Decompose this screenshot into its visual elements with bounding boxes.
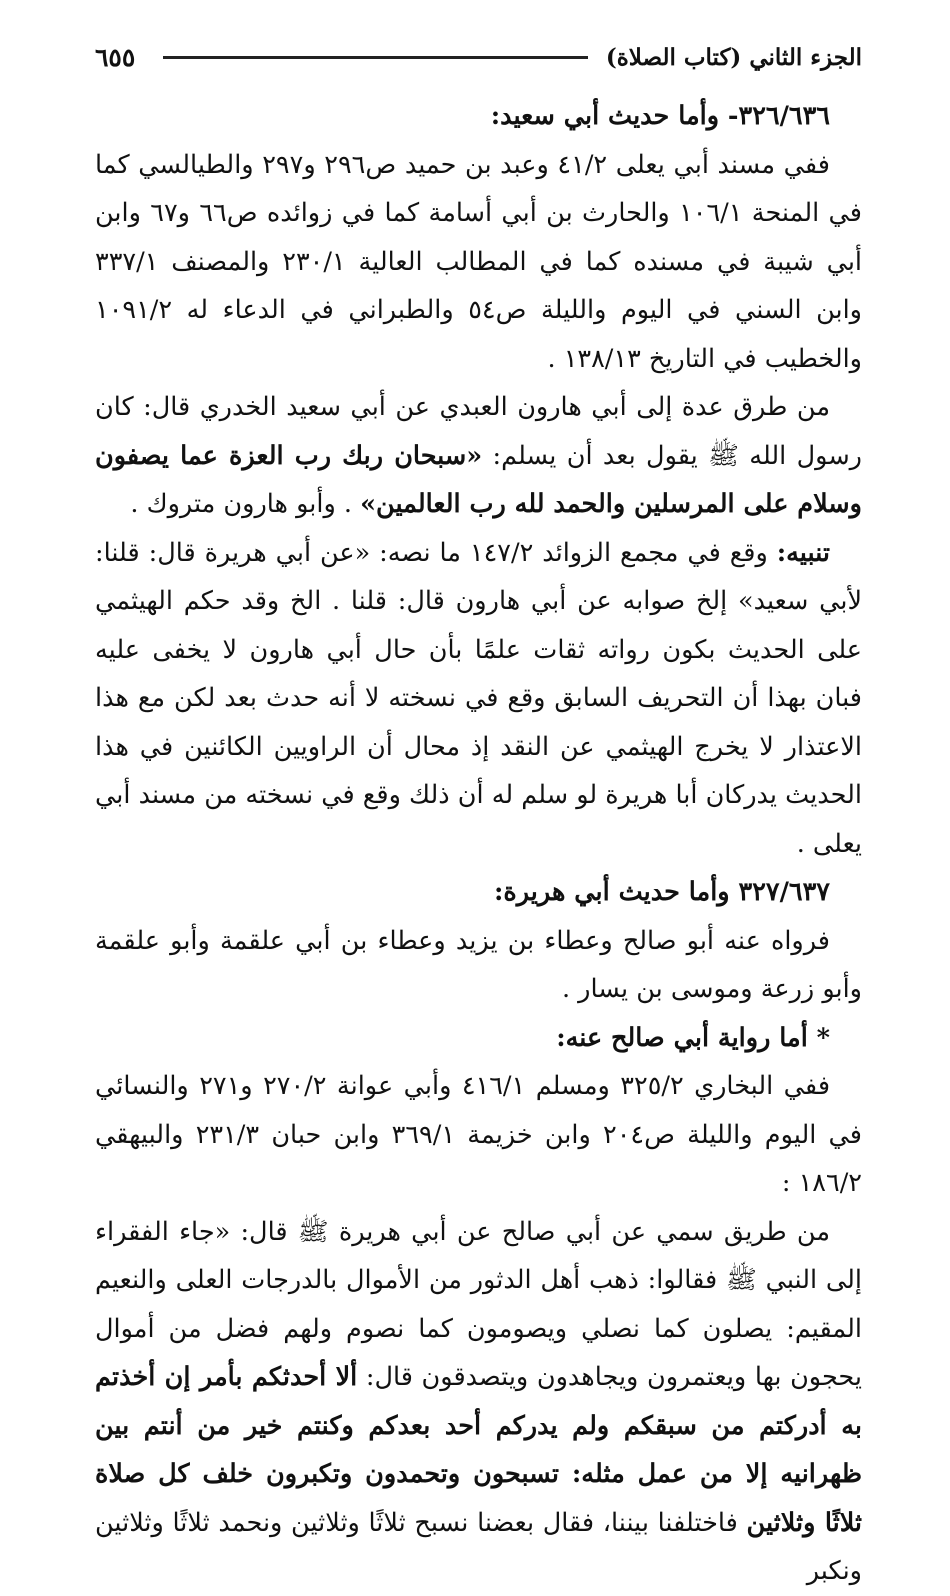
- note-text: وقع في مجمع الزوائد ١٤٧/٢ ما نصه: «عن أبي هريرة قال: قلنا: لأبي سعيد» إلخ صوابه عن أبي هارون قال: قلنا . الخ وقد حكم الهيثمي على الحديث بكون رواته ثقات علمًا بأن حال أبي هارون لا يخفى عليه فبان بهذا أن التحريف السابق وقع في نسخته لا أنه حدث بعد لكن مع هذا الاعتذار لا يخرج الهيثمي عن النقد إذ محال أن الراويين الكائنين في هذا الحديث يدركان أبا هريرة لو سلم له أن ذلك وقع في نسخته من مسند أبي يعلى .: [95, 537, 862, 859]
- hadith-grading-text: . وأبو هارون متروك .: [130, 489, 361, 519]
- subheading-abi-salih: * أما رواية أبي صالح عنه:: [556, 1022, 830, 1053]
- hadith-text-end: فاختلفنا بيننا، فقال بعضنا نسبح ثلاثًا وثلاثين ونحمد ثلاثًا وثلاثين ونكبر: [95, 1507, 862, 1586]
- hadith-bold-text: ألا أحدثكم بأمر إن أخذتم به أدركتم من سبقكم ولم يدركم أحد بعدكم وكنتم خير من أنتم بين ظهرانيه إلا من عمل مثله: تسبحون وتحمدون وتكبرون خلف كل صلاة ثلاثًا وثلاثين: [95, 1362, 863, 1538]
- section-heading-abi-said: ٣٢٦/٦٣٦- وأما حديث أبي سعيد:: [490, 101, 830, 131]
- paragraph-sources-abi-salih: ففي البخاري ٣٢٥/٢ ومسلم ٤١٦/١ وأبي عوانة ٢٧٠/٢ و٢٧١ والنسائي في اليوم والليلة ص٢٠٤ وابن خزيمة ٣٦٩/١ وابن حبان ٢٣١/٣ والبيهقي ١٨٦/٢ :: [95, 1071, 862, 1198]
- page-header: [95, 40, 862, 74]
- running-title: الجزء الثاني (كتاب الصلاة): [605, 43, 862, 71]
- page-number: ٦٥٥: [95, 42, 136, 72]
- paragraph-hadith-abi-salih: [95, 1208, 862, 1596]
- paragraph-narrators: فرواه عنه أبو صالح وعطاء بن يزيد وعطاء بن أبي علقمة وأبو علقمة وأبو زرعة وموسى بن يسار .: [95, 925, 862, 1004]
- note-label: تنبيه:: [776, 537, 830, 568]
- hadith-quote: «سبحان ربك رب العزة عما يصفون وسلام على المرسلين والحمد لله رب العالمين»: [95, 440, 862, 519]
- paragraph-note: [95, 529, 862, 869]
- paragraph-hadith-abi-said: [95, 383, 862, 529]
- header-rule: [163, 56, 588, 59]
- hadith-text-start: من طريق سمي عن أبي صالح عن أبي هريرة ﷺ قال: «جاء الفقراء إلى النبي ﷺ فقالوا: ذهب أهل الدثور من الأموال بالدرجات العلى والنعيم المقيم: يصلون كما نصلي ويصومون كما نصوم ولهم فضل من أموال يحجون بها ويعتمرون ويجاهدون ويتصدقون قال:: [95, 1216, 862, 1392]
- page-body: [95, 92, 862, 1596]
- paragraph-sources-abi-said: ففي مسند أبي يعلى ٤١/٢ وعبد بن حميد ص٢٩٦ و٢٩٧ والطيالسي كما في المنحة ١٠٦/١ والحارث بن أبي أسامة كما في زوائده ص٦٦ و٦٧ وابن أبي شيبة في مسنده كما في المطالب العالية ٢٣٠/١ والمصنف ٣٣٧/١ وابن السني في اليوم والليلة ص٥٤ والطبراني في الدعاء له ١٠٩١/٢ والخطيب في التاريخ ١٣٨/١٣ .: [95, 149, 863, 374]
- hadith-chain-text: من طرق عدة إلى أبي هارون العبدي عن أبي سعيد الخدري قال: كان رسول الله ﷺ يقول بعد أن يسلم:: [95, 392, 862, 471]
- section-heading-abi-hurayra: ٣٢٧/٦٣٧ وأما حديث أبي هريرة:: [493, 877, 830, 907]
